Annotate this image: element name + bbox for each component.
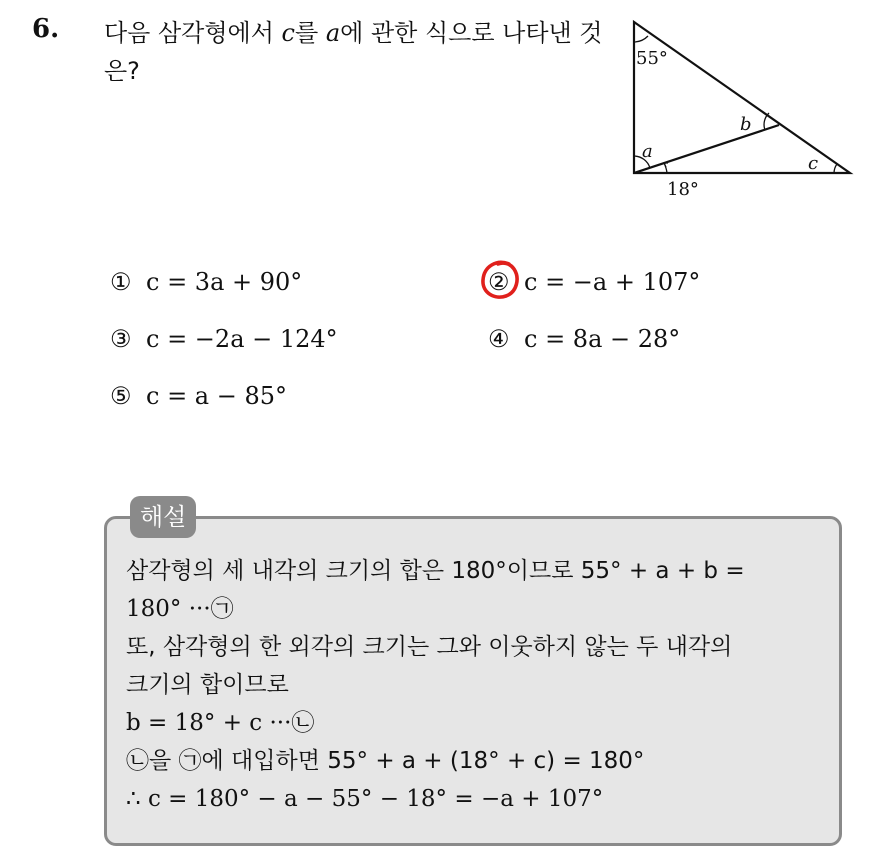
angle-label-c: c [808, 153, 819, 174]
choice-1-number: ① [110, 268, 132, 296]
question-text [104, 14, 614, 90]
arc-arrow-icon [664, 163, 668, 167]
angle-arc-top [634, 36, 648, 42]
choice-2-expression: c = −a + 107° [524, 268, 701, 296]
question-number: 6. [32, 14, 60, 44]
choice-4-number: ④ [488, 325, 510, 353]
question-text-part1: 다음 삼각형에서 [104, 19, 282, 47]
solution-line-7: ∴ c = 180° − a − 55° − 18° = −a + 107° [126, 786, 604, 812]
choice-2-number: ② [488, 268, 510, 296]
solution-line-3: 또, 삼각형의 한 외각의 크기는 그와 이웃하지 않는 두 내각의 [126, 634, 733, 660]
choice-3-number: ③ [110, 325, 132, 353]
variable-a: a [325, 19, 341, 47]
triangle-figure [620, 10, 860, 210]
angle-arc-c [834, 164, 837, 173]
solution-body [126, 552, 826, 818]
choice-1[interactable] [110, 265, 302, 299]
solution-line-2: 180° ···㉠ [126, 596, 234, 622]
choice-4-expression: c = 8a − 28° [524, 325, 681, 353]
choice-1-expression: c = 3a + 90° [146, 268, 303, 296]
angle-label-b: b [740, 114, 752, 135]
angle-label-a: a [642, 141, 653, 162]
choice-2[interactable] [488, 265, 700, 299]
inner-segment [634, 125, 779, 173]
choice-5-number: ⑤ [110, 382, 132, 410]
solution-line-5: b = 18° + c ···㉡ [126, 710, 315, 736]
solution-line-1: 삼각형의 세 내각의 크기의 합은 180°이므로 55° + a + b = [126, 558, 745, 584]
angle-label-55: 55° [636, 48, 668, 69]
triangle-outline [634, 22, 850, 173]
choice-5-expression: c = a − 85° [146, 382, 288, 410]
solution-line-4: 크기의 합이므로 [126, 672, 289, 698]
choice-4[interactable] [488, 322, 680, 356]
solution-line-6: ㉡을 ㉠에 대입하면 55° + a + (18° + c) = 180° [126, 748, 645, 774]
solution-label: 해설 [130, 496, 196, 538]
choice-3-expression: c = −2a − 124° [146, 325, 338, 353]
choice-5[interactable] [110, 379, 287, 413]
question-text-part3: 에 관한 식으로 나타낸 것은? [104, 19, 603, 85]
angle-label-18: 18° [667, 179, 699, 200]
question-text-part2: 를 [295, 19, 326, 47]
choice-3[interactable] [110, 322, 338, 356]
variable-c: c [281, 19, 295, 47]
